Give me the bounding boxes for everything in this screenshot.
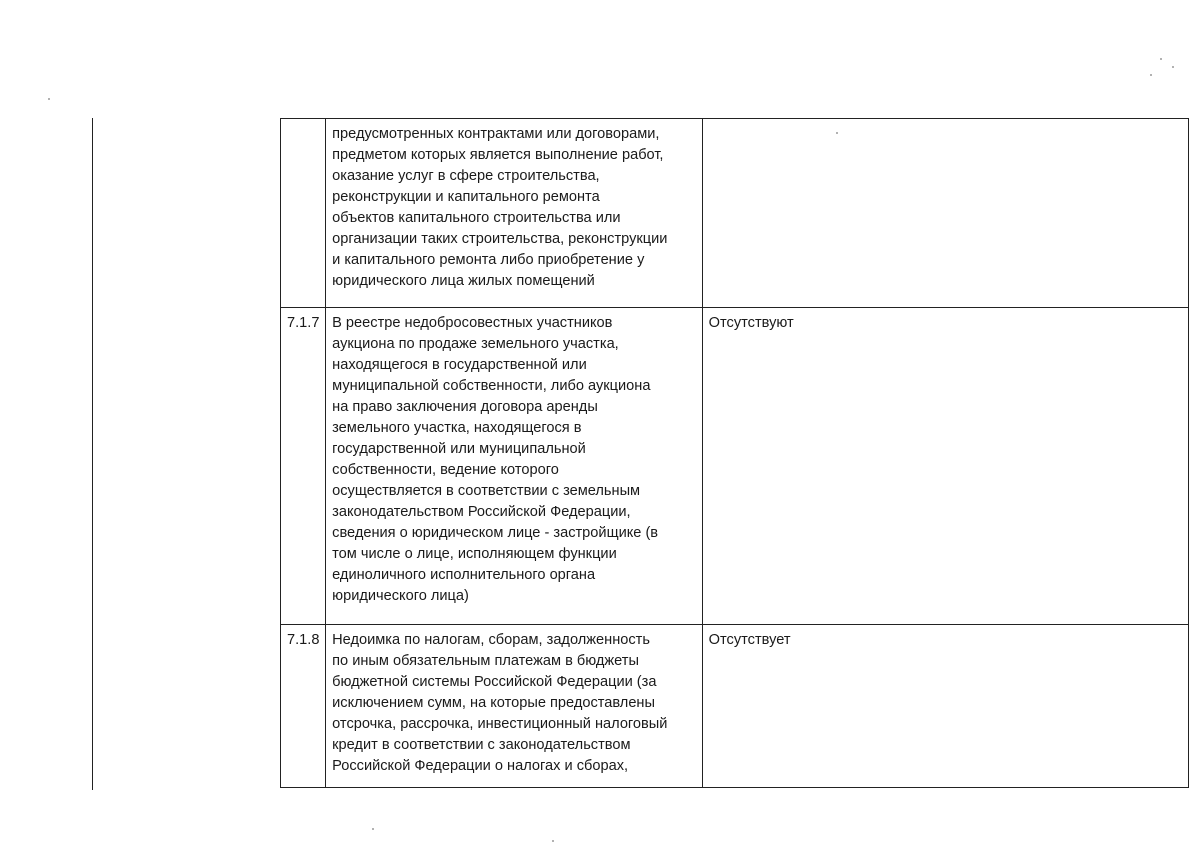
scan-speck — [1160, 58, 1162, 60]
scan-speck — [48, 98, 50, 100]
scan-speck — [552, 840, 554, 842]
row-value-cell: Отсутствуют — [702, 308, 1188, 625]
table-row — [281, 308, 1189, 625]
row-number-cell: 7.1.8 — [281, 625, 326, 788]
row-description-cell: предусмотренных контрактами или договорами, предметом которых является выполнение работ, оказание услуг в сфере строительства, реконструкции и капитального ремонта объектов капитального строительства или организации таких строительства, реконструкции и капитального ремонта либо приобретение у юридического лица жилых помещений — [326, 119, 703, 308]
row-number-cell: 7.1.7 — [281, 308, 326, 625]
row-description-cell: В реестре недобросовестных участников аукциона по продаже земельного участка, находящегося в государственной или муниципальной собственности, либо аукциона на право заключения договора аренды земельного участка, находящегося в государственной или муниципальной собственности, ведение которого осуществляется в соответствии с земельным законодательством Российской Федерации, сведения о юридическом лице - застройщике (в том числе о лице, исполняющем функции единоличного исполнительного органа юридического лица) — [326, 308, 703, 625]
row-number-cell — [281, 119, 326, 308]
requirements-table — [280, 118, 1189, 788]
scan-speck — [1150, 74, 1152, 76]
scan-speck — [1172, 66, 1174, 68]
row-value-cell — [702, 119, 1188, 308]
table-row — [281, 119, 1189, 308]
row-description-cell: Недоимка по налогам, сборам, задолженность по иным обязательным платежам в бюджеты бюджетной системы Российской Федерации (за исключением сумм, на которые предоставлены отсрочка, рассрочка, инвестиционный налоговый кредит в соответствии с законодательством Российской Федерации о налогах и сборах, — [326, 625, 703, 788]
row-value-cell: Отсутствует — [702, 625, 1188, 788]
left-margin-line — [92, 118, 93, 790]
scan-speck — [372, 828, 374, 830]
table-row — [281, 625, 1189, 788]
